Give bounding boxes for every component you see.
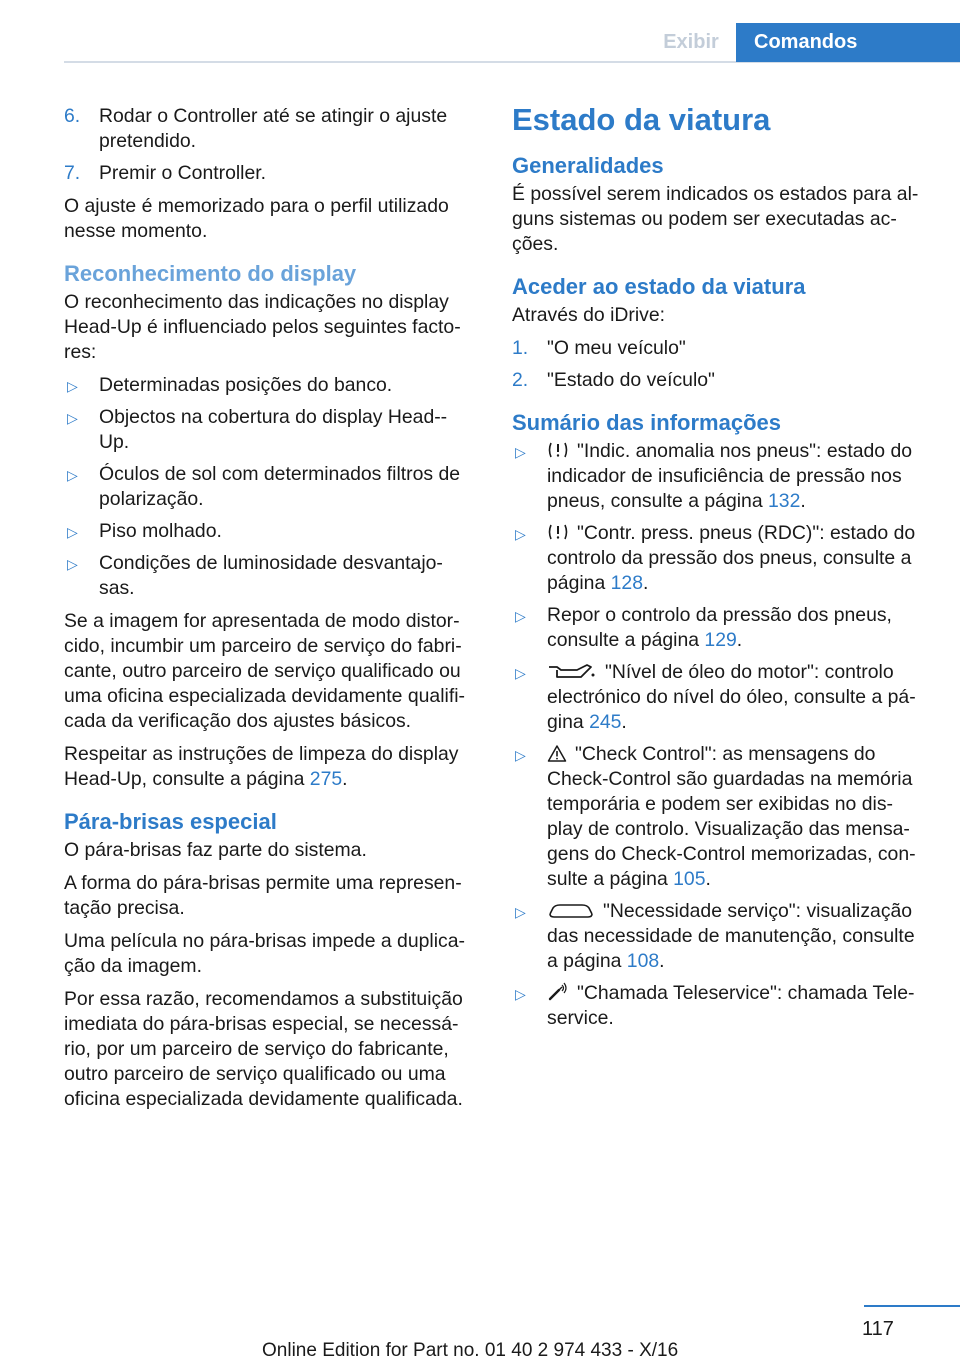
tire-pressure-warning-icon [547,440,569,460]
page-link[interactable]: 245 [589,711,622,733]
list-item: 6. Rodar o Controller até se atingir o ajuste pretendido. [64,105,448,152]
steps-list [512,336,928,393]
tab-exibir[interactable]: Exibir [663,31,719,53]
list-item: ▷ Piso molhado. [64,519,476,544]
list-item: ▷ Objectos na cobertura do display Head-‐Up. [67,406,448,453]
list-item: 2. "Estado do veículo" [512,369,715,391]
page-link[interactable]: 132 [768,490,801,512]
list-item: ▷ "Chamada Teleservice": chamada Tele‐service. [515,982,915,1029]
list-item: ▷ "Contr. press. pneus (RDC)": estado do controlo da pressão dos pneus, consulte a página 128. [515,522,916,594]
bullet-triangle-icon: ▷ [515,665,526,681]
bullet-triangle-icon: ▷ [67,556,78,572]
section-heading-general: Generalidades [512,153,664,178]
list-item: 7. Premir o Controller. [64,162,267,184]
bullet-triangle-icon: ▷ [515,747,526,763]
list-item: ▷ "Indic. anomalia nos pneus": estado do indicador de insuficiência de pressão nos pneus, consulte a página 132. [515,440,913,512]
bullet-triangle-icon: ▷ [67,467,78,483]
bullet-triangle-icon: ▷ [515,986,526,1002]
left-column [64,104,476,1120]
steps-list [64,104,476,186]
bullet-triangle-icon: ▷ [67,378,78,394]
list-item: ▷ Condições de luminosidade desvantajo‐sas. [67,552,443,599]
bullet-triangle-icon: ▷ [67,524,78,540]
list-item: ▷ "Nível de óleo do motor": controlo electrónico do nível do óleo, consulte a pá‐gina 245. [515,661,916,733]
bullet-triangle-icon: ▷ [515,904,526,920]
bullet-list [512,439,928,1031]
tab-comandos[interactable]: Comandos [736,23,960,62]
paragraph: Uma película no pára-brisas impede a duplica‐ção da imagem. [64,930,465,977]
bullet-triangle-icon: ▷ [515,608,526,624]
paragraph: O pára-brisas faz parte do sistema. [64,839,367,861]
section-heading-display: Reconhecimento do display [64,261,357,286]
paragraph: É possível serem indicados os estados para al‐guns sistemas ou podem ser executadas ac‐ções. [512,183,919,255]
paragraph: Se a imagem for apresentada de modo distor‐cido, incumbir um parceiro de serviço do fabri‐cante, outro parceiro de serviço qualificado ou uma oficina especializada devidamente qualifi‐cada da verificação dos ajustes básicos. [64,610,465,732]
paragraph: A forma do pára-brisas permite uma represen‐tação precisa. [64,872,462,919]
page-number: 117 [862,1318,894,1340]
page-link[interactable]: 108 [626,950,660,972]
list-item: ▷ "Check Control": as mensagens do Check-Control são guardadas na memória temporária e podem ser exibidas no dis‐play de controlo. Visualização das mensa‐gens do Check-Control memorizadas, con‐sulte a página 105. [515,743,916,890]
bullet-list [64,373,476,601]
oil-can-icon [547,661,597,681]
service-car-icon [547,902,595,920]
paragraph: Através do iDrive: [512,304,666,326]
bullet-triangle-icon: ▷ [67,410,78,426]
page-link[interactable]: 105 [673,868,706,890]
list-item: ▷ Óculos de sol com determinados filtros de polarização. [67,463,461,510]
wrench-signal-icon [547,982,569,1002]
bullet-triangle-icon: ▷ [515,444,526,460]
page-link[interactable]: 129 [704,629,737,651]
list-item: ▷ "Necessidade serviço": visualização das necessidade de manutenção, consulte a página 108. [515,900,915,972]
paragraph: O ajuste é memorizado para o perfil utilizado nesse momento. [64,195,449,242]
section-heading-access: Aceder ao estado da viatura [512,274,806,299]
page-link[interactable]: 275 [309,768,343,790]
footer-rule [864,1305,960,1307]
list-item: ▷ Repor o controlo da pressão dos pneus, consulte a página 129. [515,604,892,651]
page-link[interactable]: 128 [610,572,643,594]
paragraph: Por essa razão, recomendamos a substituição imediata do pára-brisas especial, se necessá‐rio, por um parceiro de serviço do fabricante, outro parceiro de serviço qualificado ou uma oficina especializada devidamente qualificada. [64,988,463,1110]
right-column [512,104,928,1039]
section-heading-summary: Sumário das informações [512,410,781,435]
tire-pressure-warning-icon [547,522,569,542]
list-item: 1. "O meu veículo" [512,337,686,359]
bullet-triangle-icon: ▷ [515,526,526,542]
paragraph: Respeitar as instruções de limpeza do display Head-Up, consulte a página 275. [64,743,459,790]
page-title: Estado da viatura [512,102,771,137]
edition-footer: Online Edition for Part no. 01 40 2 974 433 - X/16 [262,1340,679,1361]
warning-triangle-icon [547,744,567,763]
section-heading-windshield: Pára-brisas especial [64,809,277,834]
list-item: ▷ Determinadas posições do banco. [64,373,476,398]
paragraph: O reconhecimento das indicações no display Head-Up é influenciado pelos seguintes facto‐res: [64,291,461,363]
